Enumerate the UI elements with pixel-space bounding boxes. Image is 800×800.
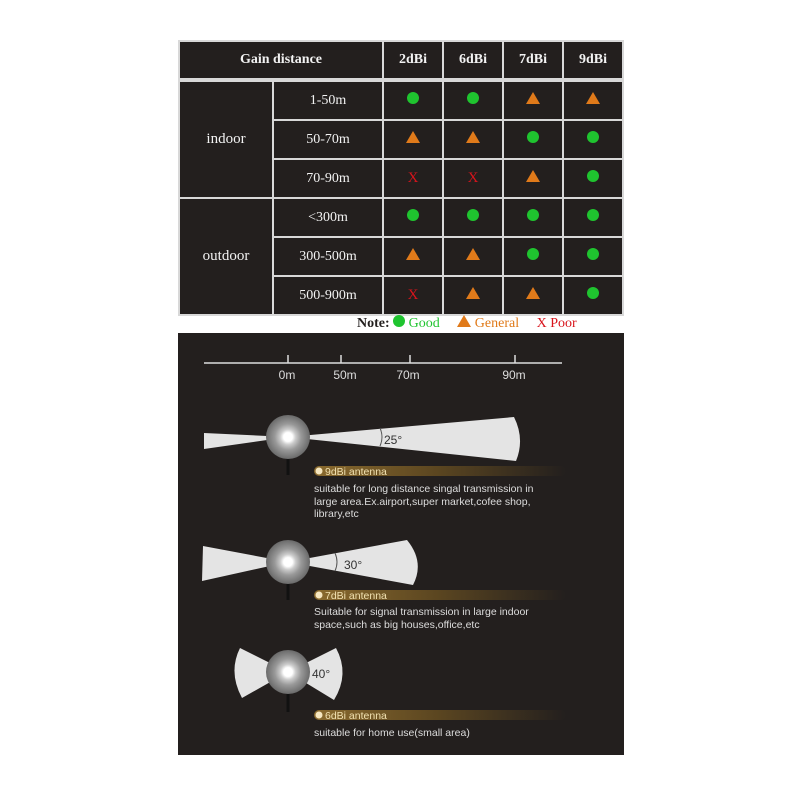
antenna-6dbi-title: 6dBi antenna — [325, 710, 387, 722]
table-row — [179, 198, 623, 237]
good-icon — [407, 92, 419, 104]
rating-cell — [503, 198, 563, 237]
distance-cell: 50-70m — [273, 120, 383, 159]
col-6dbi: 6dBi — [443, 41, 503, 80]
good-icon — [587, 248, 599, 260]
rating-cell — [383, 80, 443, 120]
good-icon — [587, 170, 599, 182]
general-icon — [466, 131, 480, 143]
distance-cell: 1-50m — [273, 80, 383, 120]
rating-cell — [503, 237, 563, 276]
rating-cell — [443, 120, 503, 159]
rating-cell — [443, 159, 503, 198]
good-icon — [407, 209, 419, 221]
bullet-icon — [316, 592, 323, 599]
rating-cell — [563, 237, 623, 276]
rating-cell — [443, 276, 503, 315]
table-header — [179, 41, 623, 80]
rating-cell — [563, 120, 623, 159]
note-label: Note: — [357, 316, 390, 331]
general-icon — [466, 248, 480, 260]
legend-note — [357, 315, 577, 332]
rating-cell — [563, 276, 623, 315]
category-indoor: indoor — [179, 80, 273, 198]
antenna-9dbi-desc-3: library,etc — [314, 508, 359, 520]
note-poor: X Poor — [536, 316, 577, 331]
rating-cell — [563, 159, 623, 198]
rating-cell — [443, 80, 503, 120]
table-row — [179, 80, 623, 120]
rating-cell — [383, 159, 443, 198]
antenna-6dbi-icon — [266, 650, 310, 694]
general-icon — [457, 315, 471, 327]
antenna-9dbi-desc-2: large area.Ex.airport,super market,cofee shop, — [314, 496, 531, 508]
antenna-9dbi-title: 9dBi antenna — [325, 466, 387, 478]
good-icon — [527, 131, 539, 143]
general-icon — [466, 287, 480, 299]
antenna-7dbi-desc-1: Suitable for signal transmission in large indoor — [314, 606, 529, 618]
beam-9dbi-front — [288, 417, 520, 461]
rating-cell — [383, 198, 443, 237]
good-icon — [393, 315, 405, 327]
poor-icon: X — [407, 170, 419, 186]
good-icon — [527, 248, 539, 260]
scale-label-0m: 0m — [278, 368, 296, 382]
rating-cell — [383, 237, 443, 276]
distance-cell: 300-500m — [273, 237, 383, 276]
scale-ticks — [288, 355, 515, 363]
good-icon — [587, 209, 599, 221]
good-icon — [527, 209, 539, 221]
bullet-icon — [316, 712, 323, 719]
rating-cell — [383, 120, 443, 159]
antenna-9dbi-icon — [266, 415, 310, 459]
antenna-7dbi-desc-2: space,such as big houses,office,etc — [314, 619, 480, 631]
col-2dbi: 2dBi — [383, 41, 443, 80]
general-icon — [406, 131, 420, 143]
angle-7dbi: 30° — [344, 558, 363, 572]
general-icon — [406, 248, 420, 260]
scale-label-90m: 90m — [502, 368, 526, 382]
general-icon — [526, 92, 540, 104]
rating-cell — [563, 80, 623, 120]
poor-icon: X — [407, 287, 419, 303]
general-icon — [526, 287, 540, 299]
good-icon — [587, 287, 599, 299]
antenna-diagram-panel — [178, 333, 624, 755]
rating-cell — [443, 198, 503, 237]
distance-cell: <300m — [273, 198, 383, 237]
rating-cell — [563, 198, 623, 237]
general-icon — [586, 92, 600, 104]
col-7dbi: 7dBi — [503, 41, 563, 80]
good-icon — [467, 92, 479, 104]
rating-cell — [383, 276, 443, 315]
general-icon — [526, 170, 540, 182]
rating-cell — [503, 276, 563, 315]
scale-label-50m: 50m — [333, 368, 357, 382]
gain-distance-table — [178, 40, 624, 316]
note-general: General — [474, 316, 520, 331]
distance-cell: 500-900m — [273, 276, 383, 315]
angle-6dbi: 40° — [312, 667, 331, 681]
bullet-icon — [316, 468, 323, 475]
antenna-7dbi-title: 7dBi antenna — [325, 590, 387, 602]
good-icon — [587, 131, 599, 143]
rating-cell — [443, 237, 503, 276]
note-good: Good — [408, 316, 440, 331]
col-9dbi: 9dBi — [563, 41, 623, 80]
good-icon — [467, 209, 479, 221]
rating-cell — [503, 159, 563, 198]
scale-label-70m: 70m — [396, 368, 420, 382]
antenna-9dbi-desc-1: suitable for long distance singal transmission in — [314, 483, 534, 495]
poor-icon: X — [467, 170, 479, 186]
category-outdoor: outdoor — [179, 198, 273, 315]
antenna-diagram — [178, 333, 624, 755]
rating-cell — [503, 80, 563, 120]
distance-cell: 70-90m — [273, 159, 383, 198]
angle-9dbi: 25° — [384, 433, 403, 447]
antenna-6dbi-desc-1: suitable for home use(small area) — [314, 727, 470, 739]
gain-distance-header: Gain distance — [179, 41, 383, 80]
rating-cell — [503, 120, 563, 159]
antenna-7dbi-icon — [266, 540, 310, 584]
